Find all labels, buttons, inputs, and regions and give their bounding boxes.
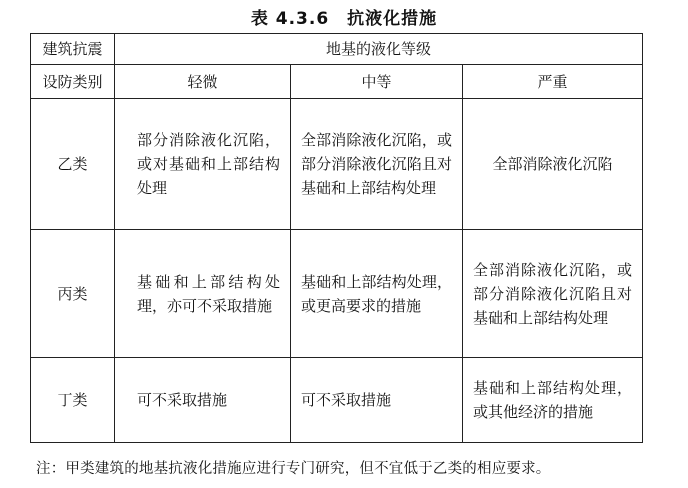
measure-text: 可不采取措施 (301, 391, 392, 409)
measure-text: 可不采取措施 (137, 391, 228, 409)
table-title (0, 4, 688, 29)
liquefaction-level-header: 地基的液化等级 (115, 34, 643, 65)
measure-cell (463, 230, 643, 358)
liquefaction-measures-table (30, 33, 643, 443)
measure-cell (115, 99, 291, 230)
corner-header-bottom: 设防类别 (31, 65, 115, 99)
measure-cell (291, 358, 463, 443)
table-number: 表 4.3.6 (250, 9, 330, 29)
table-title-text: 抗液化措施 (347, 9, 438, 29)
level-header-severe: 严重 (463, 65, 643, 99)
measure-text: 基础和上部结构处理，或更高要求的措施 (301, 272, 452, 315)
level-header-slight: 轻微 (115, 65, 291, 99)
measure-text: 全部消除液化沉陷 (492, 155, 613, 173)
measure-cell (463, 358, 643, 443)
table-header-row-2 (31, 65, 643, 99)
measure-text: 部分消除液化沉陷，或对基础和上部结构处理 (137, 131, 280, 197)
corner-header-top: 建筑抗震 (31, 34, 115, 65)
category-cell: 丁类 (31, 358, 115, 443)
table-row (31, 230, 643, 358)
measure-text: 全部消除液化沉陷，或部分消除液化沉陷且对基础和上部结构处理 (301, 131, 452, 197)
category-cell: 乙类 (31, 99, 115, 230)
category-cell: 丙类 (31, 230, 115, 358)
measure-cell (115, 230, 291, 358)
measure-cell (291, 99, 463, 230)
measure-text: 基础和上部结构处理，亦可不采取措施 (137, 272, 280, 315)
measure-text: 基础和上部结构处理，或其他经济的措施 (473, 379, 633, 421)
measure-cell (291, 230, 463, 358)
table-footnote: 注：甲类建筑的地基抗液化措施应进行专门研究，但不宜低于乙类的相应要求。 (36, 461, 551, 477)
measure-cell (463, 99, 643, 230)
table-row (31, 358, 643, 443)
level-header-moderate: 中等 (291, 65, 463, 99)
table-row (31, 99, 643, 230)
measure-text: 全部消除液化沉陷，或部分消除液化沉陷且对基础和上部结构处理 (473, 260, 633, 327)
table-header-row-1 (31, 34, 643, 65)
measure-cell (115, 358, 291, 443)
